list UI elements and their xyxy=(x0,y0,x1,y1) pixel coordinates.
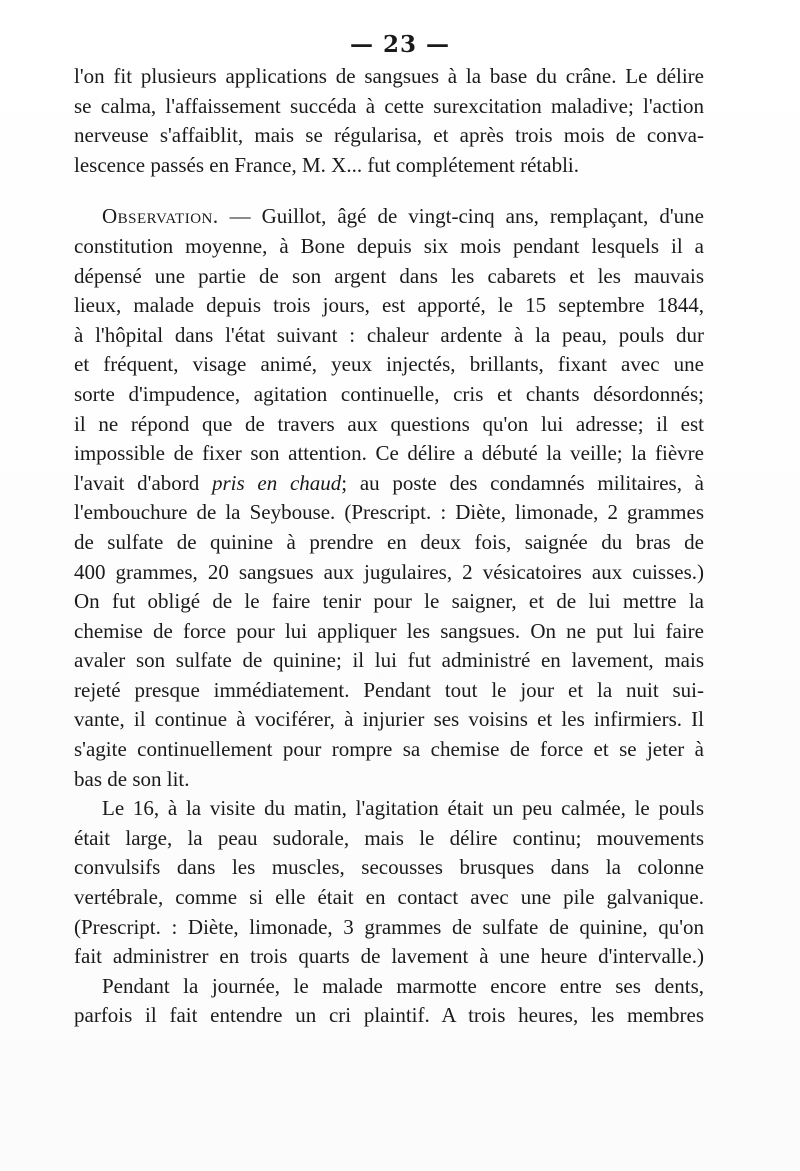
paragraph-continuation xyxy=(74,62,704,180)
text-line: lieux, malade depuis trois jours, est apporté, le 15 septembre 1844, xyxy=(74,293,704,318)
text-line: vante, il continue à vociférer, à injurier ses voisins et les infirmiers. Il xyxy=(74,707,704,732)
paragraph-pendant xyxy=(74,972,704,1031)
text-line: se calma, l'affaissement succéda à cette surexcitation maladive; l'action xyxy=(74,93,704,118)
text-line: à l'hôpital dans l'état suivant : chaleur ardente à la peau, pouls dur xyxy=(74,322,704,347)
text-line: lescence passés en France, M. X... fut complétement rétabli. xyxy=(74,152,579,177)
observation-label: Observation. xyxy=(102,204,219,229)
text-line: Le 16, à la visite du matin, l'agitation était un peu calmée, le pouls xyxy=(102,796,704,821)
text-line: (Prescript. : Diète, limonade, 3 grammes de sulfate de quinine, qu'on xyxy=(74,914,704,939)
text-line: l'embouchure de la Seybouse. (Prescript. : Diète, limonade, 2 grammes xyxy=(74,500,704,525)
text-line: il ne répond que de travers aux questions qu'on lui adresse; il est xyxy=(74,411,704,436)
text-line: fait administrer en trois quarts de lavement à une heure d'intervalle.) xyxy=(74,944,704,969)
page-number: — 23 — xyxy=(349,31,451,58)
text-line: de sulfate de quinine à prendre en deux fois, saignée du bras de xyxy=(74,529,704,554)
text-line: était large, la peau sudorale, mais le délire continu; mouvements xyxy=(74,825,704,850)
text-line: bas de son lit. xyxy=(74,766,190,791)
text-line: s'agite continuellement pour rompre sa chemise de force et se jeter à xyxy=(74,737,704,762)
text-line: Pendant la journée, le malade marmotte encore entre ses dents, xyxy=(102,973,704,998)
text-line: et fréquent, visage animé, yeux injectés, brillants, fixant avec une xyxy=(74,352,704,377)
text-line: rejeté presque immédiatement. Pendant tout le jour et la nuit sui- xyxy=(74,677,704,702)
observation-first-line: — Guillot, âgé de vingt-cinq ans, remplaçant, d'une xyxy=(218,204,704,229)
text-line: vertébrale, comme si elle était en contact avec une pile galvanique. xyxy=(74,885,704,910)
text-line: l'on fit plusieurs applications de sangsues à la base du crâne. Le délire xyxy=(74,64,704,88)
text-line: sorte d'impudence, agitation continuelle, cris et chants désordonnés; xyxy=(74,381,704,406)
text-line: On fut obligé de le faire tenir pour le saigner, et de lui mettre la xyxy=(74,589,704,614)
text-line: avaler son sulfate de quinine; il lui fut administré en lavement, mais xyxy=(74,648,704,673)
observation-paragraph xyxy=(74,202,704,794)
text-line: 400 grammes, 20 sangsues aux jugulaires, 2 vésicatoires aux cuisses.) xyxy=(74,559,704,584)
italic-phrase: pris en chaud xyxy=(212,470,342,495)
text-segment: ; au poste des condamnés militaires, à xyxy=(341,470,704,495)
text-line: nerveuse s'affaiblit, mais se régularisa, et après trois mois de conva- xyxy=(74,123,704,148)
text-line: chemise de force pour lui appliquer les sangsues. On ne put lui faire xyxy=(74,618,704,643)
text-line: impossible de fixer son attention. Ce délire a débuté la veille; la fièvre xyxy=(74,441,704,466)
text-line: constitution moyenne, à Bone depuis six mois pendant lesquels il a xyxy=(74,233,704,258)
text-line: parfois il fait entendre un cri plaintif. A trois heures, les membres xyxy=(74,1003,704,1028)
text-line: dépensé une partie de son argent dans les cabarets et les mauvais xyxy=(74,263,704,288)
text-line xyxy=(74,202,704,232)
text-line xyxy=(74,469,704,499)
text-line: convulsifs dans les muscles, secousses brusques dans la colonne xyxy=(74,855,704,880)
paragraph-le-16 xyxy=(74,794,704,972)
text-segment: l'avait d'abord xyxy=(74,470,212,495)
